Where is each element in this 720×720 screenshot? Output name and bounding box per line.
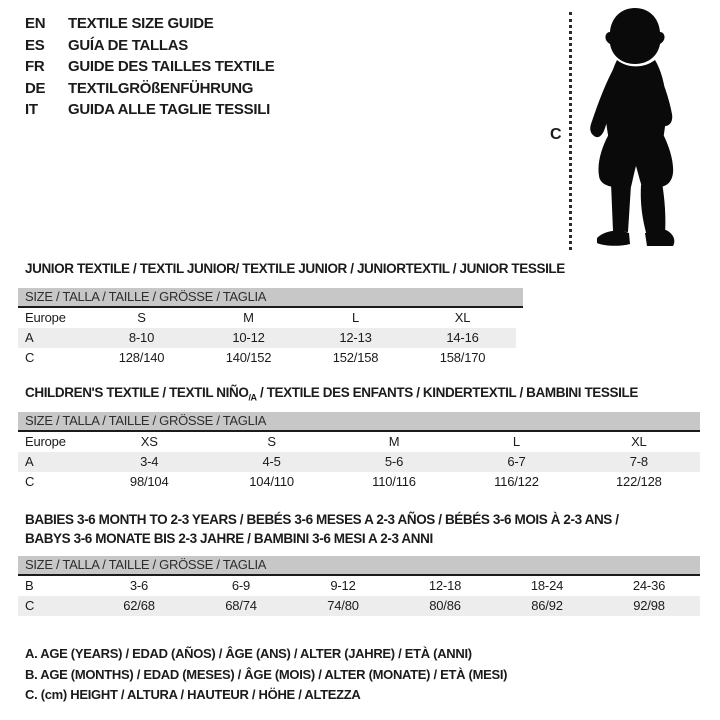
row-label: Europe bbox=[25, 310, 66, 325]
section-title bbox=[18, 385, 700, 403]
language-code: IT bbox=[25, 101, 38, 119]
row-label: A bbox=[25, 454, 34, 469]
silhouette-head bbox=[605, 8, 664, 64]
table-row bbox=[18, 472, 700, 492]
footnotes bbox=[18, 644, 700, 706]
size-cell: 86/92 bbox=[531, 598, 563, 613]
footnote-a: A. AGE (YEARS) / EDAD (AÑOS) / ÂGE (ANS) / ALTER (JAHRE) / ETÀ (ANNI) bbox=[25, 646, 472, 661]
section-title-line1: BABIES 3-6 MONTH TO 2-3 YEARS / BEBÉS 3-6 MESES A 2-3 AÑOS / BÉBÉS 3-6 MOIS À 2-3 ANS / bbox=[25, 512, 619, 527]
height-figure bbox=[545, 4, 710, 254]
section-babies bbox=[18, 510, 700, 616]
language-label: GUIDA ALLE TAGLIE TESSILI bbox=[68, 101, 270, 119]
language-row bbox=[25, 99, 274, 121]
size-cell: 68/74 bbox=[225, 598, 257, 613]
size-cell: 9-12 bbox=[330, 578, 356, 593]
size-table-children bbox=[18, 432, 700, 492]
size-table-babies bbox=[18, 576, 700, 616]
size-cell: 18-24 bbox=[530, 578, 564, 593]
language-row bbox=[25, 13, 274, 35]
height-label-c: C bbox=[550, 126, 562, 143]
table-row bbox=[18, 452, 700, 472]
size-cell: 6-9 bbox=[231, 578, 251, 593]
table-row bbox=[18, 596, 700, 616]
section-title bbox=[18, 510, 700, 548]
language-label: TEXTILGRÖßENFÜHRUNG bbox=[68, 79, 254, 97]
size-cell: 5-6 bbox=[384, 454, 404, 469]
language-code: FR bbox=[25, 58, 45, 76]
row-label: C bbox=[25, 598, 35, 613]
table-row bbox=[18, 308, 516, 328]
row-label: C bbox=[25, 474, 35, 489]
row-label: C bbox=[25, 350, 35, 365]
row-label: Europe bbox=[25, 434, 66, 449]
silhouette-left-leg bbox=[611, 183, 631, 232]
language-label: GUIDE DES TAILLES TEXTILE bbox=[68, 58, 275, 76]
footnote-b: B. AGE (MONTHS) / EDAD (MESES) / ÂGE (MOIS) / ALTER (MONATE) / ETÀ (MESI) bbox=[25, 666, 508, 682]
size-cell: 80/86 bbox=[429, 598, 461, 613]
silhouette-right-leg bbox=[641, 183, 666, 236]
size-cell: 4-5 bbox=[262, 454, 281, 469]
size-sections bbox=[18, 262, 700, 706]
section-junior bbox=[18, 262, 700, 368]
size-cell: 140/152 bbox=[225, 350, 272, 365]
size-cell: XL bbox=[631, 434, 647, 449]
size-cell: 3-6 bbox=[129, 578, 149, 593]
size-cell: 92/98 bbox=[633, 598, 665, 613]
size-cell: 128/140 bbox=[118, 350, 165, 365]
size-cell: L bbox=[512, 434, 520, 449]
size-cell: XL bbox=[454, 310, 471, 325]
size-cell: 3-4 bbox=[140, 454, 159, 469]
section-title-text: / TEXTILE DES ENFANTS / KINDERTEXTIL / BAMBINI TESSILE bbox=[256, 385, 638, 400]
section-title: JUNIOR TEXTILE / TEXTIL JUNIOR/ TEXTILE JUNIOR / JUNIORTEXTIL / JUNIOR TESSILE bbox=[25, 261, 565, 276]
language-row bbox=[25, 78, 274, 100]
size-cell: 24-36 bbox=[632, 578, 666, 593]
size-cell: S bbox=[137, 310, 146, 325]
section-title-text: CHILDREN'S TEXTILE / TEXTIL NIÑO bbox=[25, 385, 249, 400]
size-cell: M bbox=[388, 434, 400, 449]
size-cell: 122/128 bbox=[616, 474, 662, 489]
size-header-bar: SIZE / TALLA / TAILLE / GRÖSSE / TAGLIA bbox=[18, 556, 700, 576]
silhouette-right-foot bbox=[645, 230, 674, 246]
footnote-c: C. (cm) HEIGHT / ALTURA / HAUTEUR / HÖHE / ALTEZZA bbox=[25, 687, 361, 702]
size-cell: 12-18 bbox=[428, 578, 462, 593]
size-cell: 12-13 bbox=[339, 330, 372, 345]
row-label: A bbox=[25, 330, 34, 345]
toddler-silhouette bbox=[581, 6, 705, 248]
size-cell: 104/110 bbox=[249, 474, 294, 489]
language-label: TEXTILE SIZE GUIDE bbox=[68, 15, 214, 33]
table-row bbox=[18, 576, 700, 596]
language-code: ES bbox=[25, 36, 45, 54]
height-dotted-line bbox=[569, 12, 572, 250]
size-cell: 8-10 bbox=[128, 330, 155, 345]
size-cell: 110/116 bbox=[372, 474, 416, 489]
language-code: EN bbox=[25, 15, 46, 33]
size-cell: XS bbox=[140, 434, 158, 449]
size-cell: 62/68 bbox=[123, 598, 155, 613]
size-cell: 6-7 bbox=[507, 454, 526, 469]
table-row bbox=[18, 328, 516, 348]
table-row bbox=[18, 348, 516, 368]
size-cell: 158/170 bbox=[439, 350, 486, 365]
size-header-bar: SIZE / TALLA / TAILLE / GRÖSSE / TAGLIA bbox=[18, 412, 700, 432]
table-row bbox=[18, 432, 700, 452]
row-label: B bbox=[25, 578, 34, 593]
size-cell: L bbox=[351, 310, 360, 325]
size-cell: 14-16 bbox=[446, 330, 479, 345]
section-title-subscript: /A bbox=[248, 392, 257, 403]
silhouette-shorts bbox=[598, 134, 673, 187]
section-title-line2: BABYS 3-6 MONATE BIS 2-3 JAHRE / BAMBINI 3-6 MESI A 2-3 ANNI bbox=[25, 531, 433, 546]
size-cell: 10-12 bbox=[232, 330, 265, 345]
size-cell: 152/158 bbox=[332, 350, 379, 365]
language-list bbox=[25, 13, 274, 121]
language-row bbox=[25, 35, 274, 57]
size-cell: 116/122 bbox=[494, 474, 539, 489]
size-cell: M bbox=[243, 310, 254, 325]
size-table-junior bbox=[18, 308, 516, 368]
size-header-bar: SIZE / TALLA / TAILLE / GRÖSSE / TAGLIA bbox=[18, 288, 523, 308]
language-row bbox=[25, 56, 274, 78]
silhouette-left-foot bbox=[597, 231, 630, 246]
size-cell: 74/80 bbox=[327, 598, 359, 613]
language-code: DE bbox=[25, 79, 46, 97]
language-label: GUÍA DE TALLAS bbox=[68, 36, 188, 54]
section-children bbox=[18, 386, 700, 492]
size-cell: S bbox=[267, 434, 276, 449]
size-cell: 7-8 bbox=[629, 454, 648, 469]
size-cell: 98/104 bbox=[129, 474, 169, 489]
